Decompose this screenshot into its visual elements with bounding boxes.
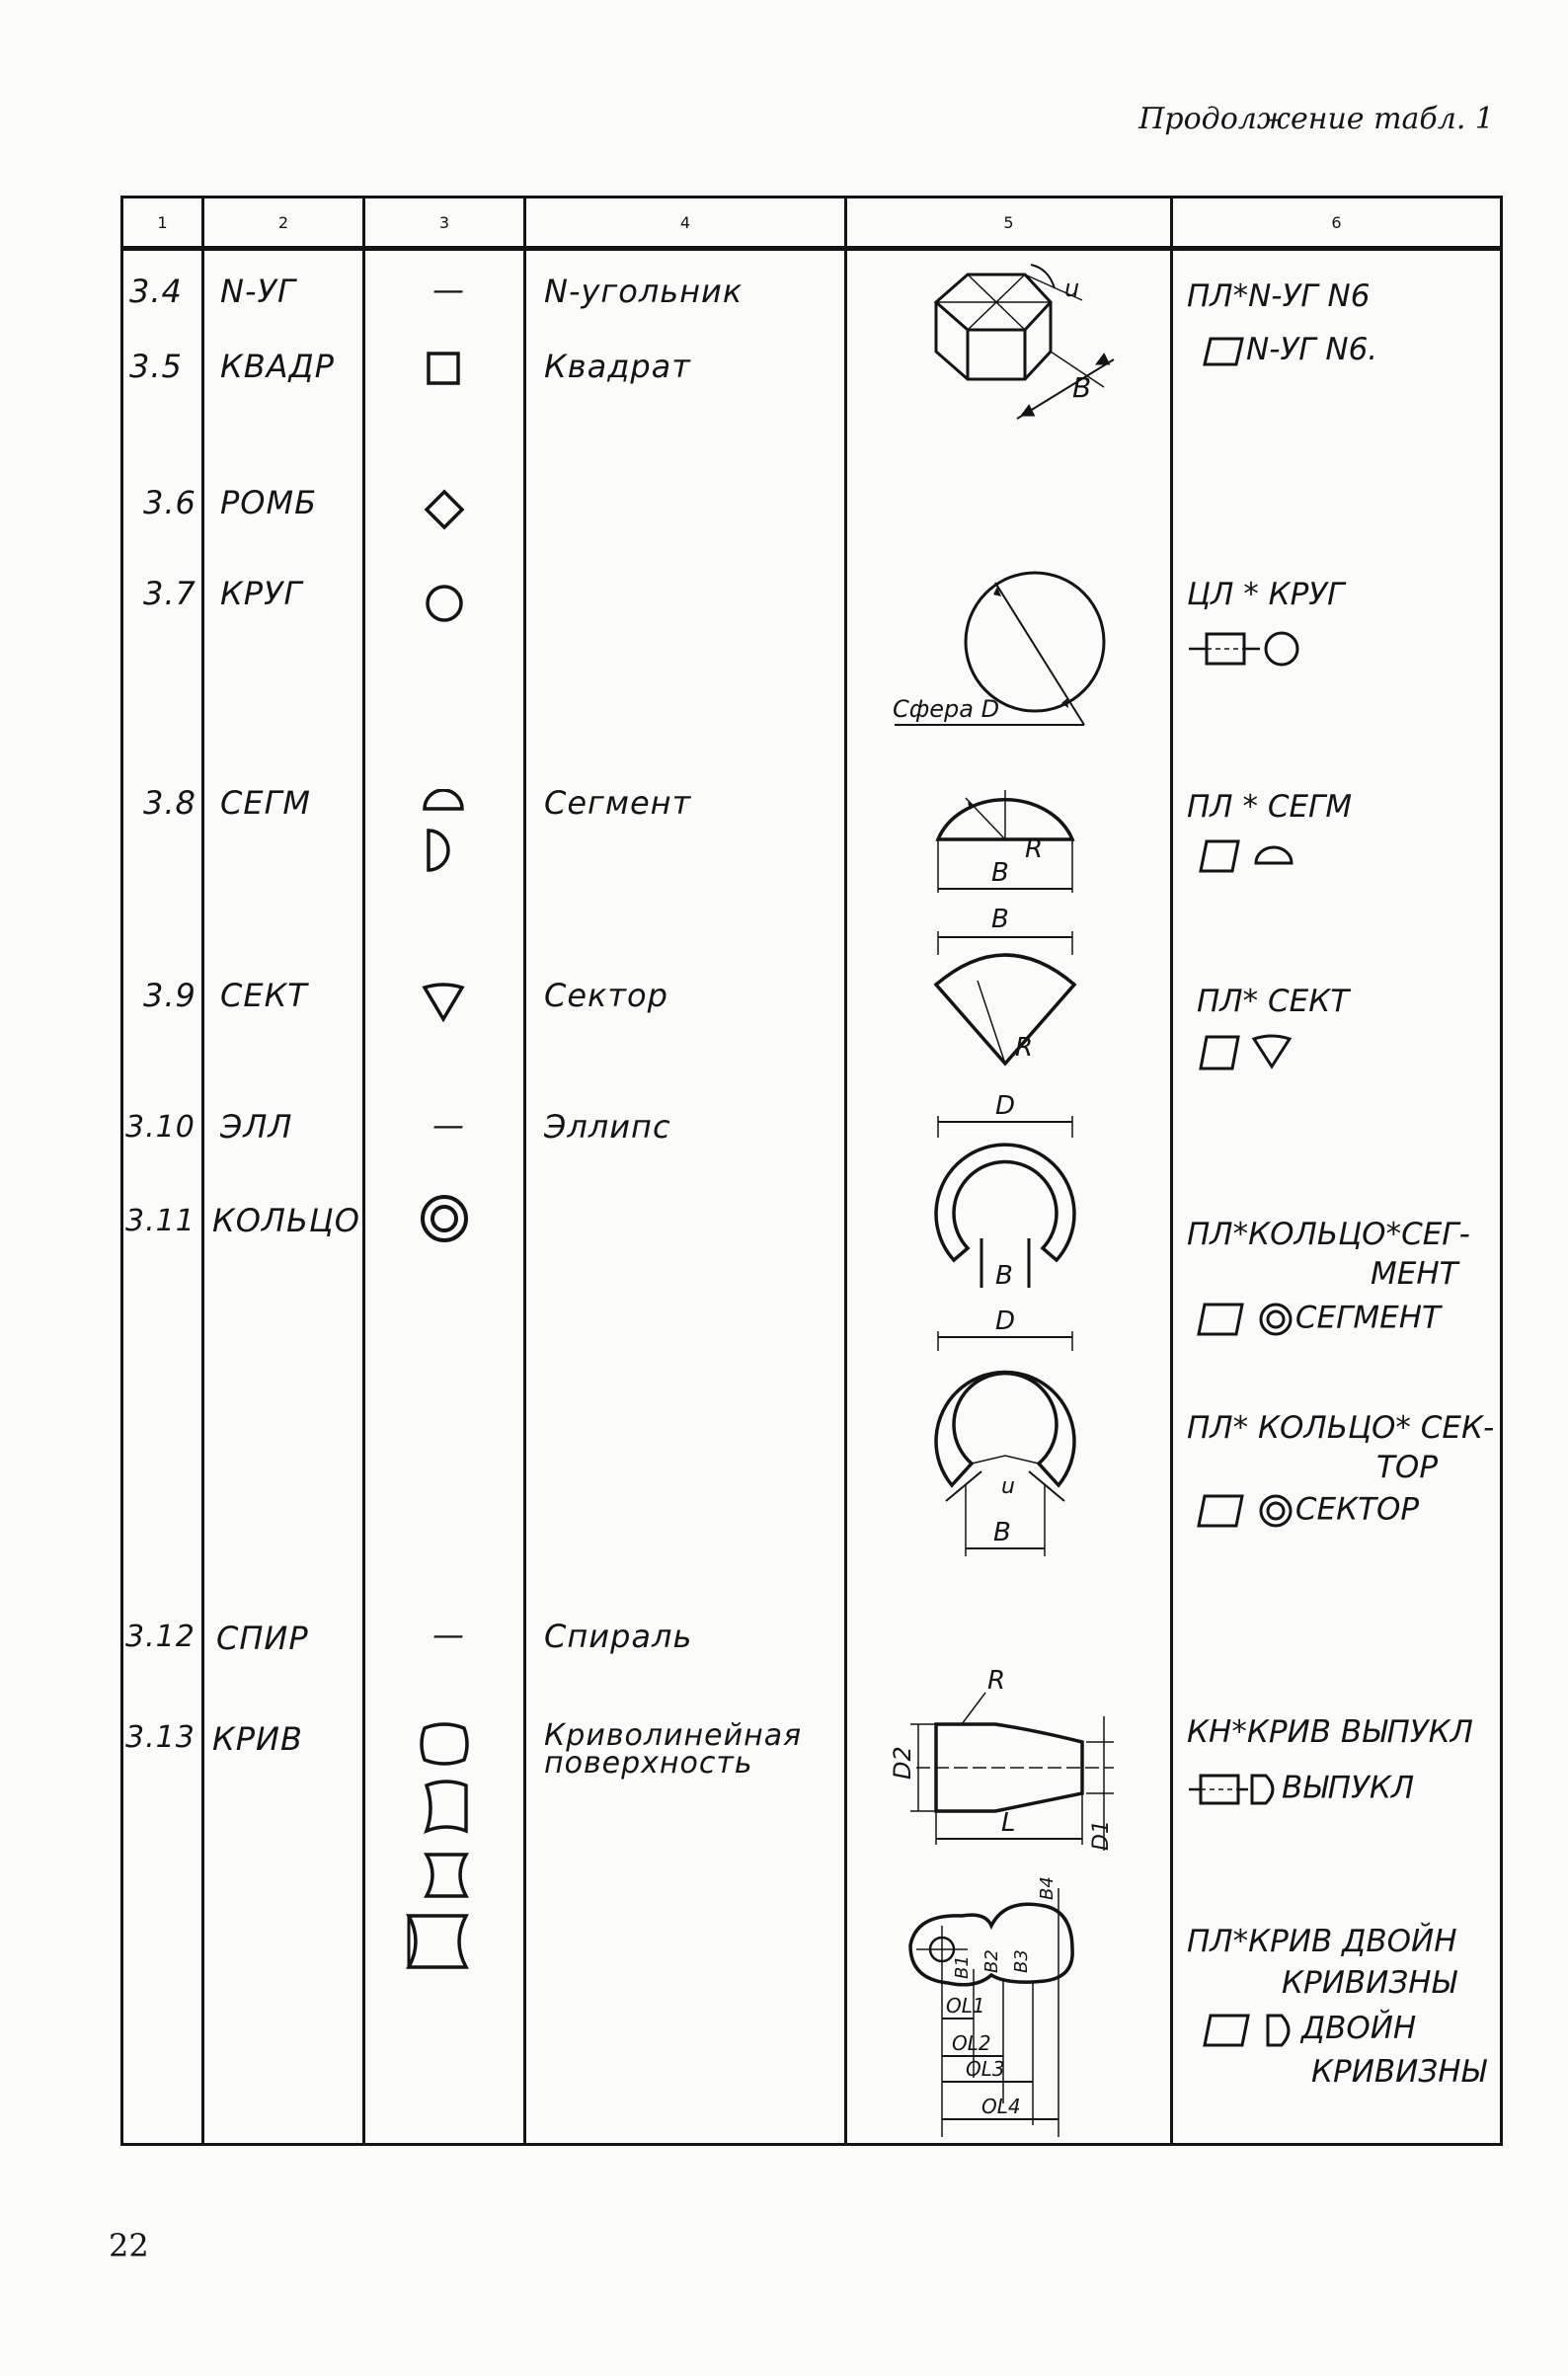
- ring-sector-d-label: D: [995, 1307, 1016, 1336]
- plane-icon: [1201, 2012, 1252, 2049]
- ring-segment-figure: [926, 1090, 1124, 1298]
- row-code: СЕГМ: [220, 784, 311, 822]
- segment-b-label: B: [991, 858, 1009, 888]
- example-text: МЕНТ: [1371, 1256, 1458, 1292]
- cylinder-circle-icon: [1187, 624, 1315, 673]
- rhombus-symbol: [423, 488, 466, 531]
- row-code: ЭЛЛ: [220, 1108, 293, 1146]
- row-num: 3.10: [125, 1110, 196, 1145]
- example-text: КРИВИЗНЫ: [1311, 2054, 1486, 2090]
- example-text: КРИВИЗНЫ: [1282, 1965, 1456, 2001]
- example-line: [1195, 1300, 1441, 1339]
- row-num: 3.13: [125, 1720, 196, 1755]
- segment-figure: [926, 784, 1124, 912]
- example-text: ПЛ * СЕГМ: [1187, 789, 1353, 825]
- example-line: [1195, 1491, 1419, 1531]
- col-header-6: 6: [1172, 198, 1502, 249]
- col-header-2: 2: [203, 198, 364, 249]
- row-code: N-УГ: [220, 273, 296, 310]
- row-name: N-угольник: [544, 273, 744, 310]
- dbl-ol4-label: OL4: [981, 2095, 1021, 2118]
- row-num: 3.4: [129, 273, 183, 310]
- ring-sector-b-label: B: [993, 1518, 1011, 1547]
- row-code: КРУГ: [220, 575, 303, 612]
- row-name: Спираль: [544, 1618, 693, 1655]
- ring-sector-figure: [926, 1307, 1124, 1564]
- example-text: ПЛ* СЕКТ: [1197, 984, 1350, 1019]
- segment-symbol: [419, 789, 468, 878]
- page-number: 22: [109, 2227, 149, 2264]
- example-line: [1201, 332, 1377, 368]
- dbl-b2-label: B2: [981, 1949, 1002, 1973]
- row-code: РОМБ: [220, 484, 318, 521]
- hex-u-label: u: [1064, 275, 1080, 302]
- dbl-ol3-label: OL3: [966, 2057, 1005, 2081]
- example-text: ПЛ*КРИВ ДВОЙН: [1187, 1924, 1457, 1959]
- row-name: Эллипс: [544, 1108, 671, 1146]
- sector-r-label: R: [1015, 1033, 1034, 1063]
- column-symbols: [364, 249, 525, 2145]
- col-header-4: 4: [525, 198, 846, 249]
- segment-r-label: R: [1025, 834, 1044, 864]
- example-text: N-УГ N6.: [1246, 332, 1378, 367]
- example-text: ПЛ* КОЛЬЦО* СЕК-: [1187, 1410, 1495, 1446]
- example-text: ПЛ*КОЛЬЦО*СЕГ-: [1187, 1217, 1470, 1252]
- ring-symbol: [417, 1191, 472, 1246]
- col-header-3: 3: [364, 198, 525, 249]
- dbl-b1-label: B1: [952, 1955, 973, 1979]
- sector-figure: [926, 908, 1124, 1075]
- row-code: СЕКТ: [220, 977, 308, 1014]
- cone-convex-icon: [1187, 1770, 1282, 1809]
- row-num: 3.8: [143, 784, 196, 822]
- dbl-ol2-label: OL2: [952, 2031, 991, 2055]
- row-name: Криволинейная поверхность: [544, 1718, 803, 1781]
- ring-icon: [1256, 1491, 1295, 1531]
- column-names: [525, 249, 846, 2145]
- row-num: 3.6: [143, 484, 196, 521]
- plane-icon: [1195, 1492, 1246, 1530]
- example-line: [1201, 2011, 1416, 2049]
- column-examples: [1172, 249, 1502, 2145]
- row-num: 3.12: [125, 1620, 196, 1654]
- example-text: ТОР: [1376, 1450, 1439, 1485]
- dash-symbol: —: [432, 1106, 465, 1144]
- row-num: 3.9: [143, 977, 196, 1014]
- curve-d1-label: D1: [1089, 1820, 1114, 1851]
- example-text: СЕКТОР: [1294, 1491, 1420, 1528]
- row-num: 3.11: [125, 1204, 196, 1238]
- row-code: КОЛЬЦО: [212, 1202, 360, 1239]
- dbl-b4-label: B4: [1037, 1876, 1058, 1900]
- curve-d2-label: D2: [889, 1746, 916, 1780]
- example-text: ДВОЙН: [1300, 2011, 1417, 2046]
- curved-surface-symbols: [405, 1722, 484, 1979]
- plane-sector-icon: [1197, 1031, 1335, 1074]
- hex-b-label: B: [1072, 371, 1092, 404]
- column-figures: [846, 249, 1172, 2145]
- dash-symbol: —: [432, 1616, 465, 1653]
- row-code: СПИР: [216, 1620, 309, 1657]
- column-numbers: [122, 249, 203, 2145]
- sphere-figure: [887, 567, 1124, 764]
- sector-b-label: B: [991, 908, 1009, 934]
- dbl-ol1-label: OL1: [946, 1994, 985, 2018]
- example-text: КН*КРИВ ВЫПУКЛ: [1187, 1714, 1473, 1750]
- sector-symbol: [421, 982, 466, 1023]
- dash-symbol: —: [432, 271, 465, 308]
- example-text: ЦЛ * КРУГ: [1187, 577, 1345, 612]
- col-header-5: 5: [846, 198, 1172, 249]
- example-text: ВЫПУКЛ: [1282, 1770, 1415, 1806]
- table-header-row: [122, 198, 1502, 249]
- row-name: Квадрат: [544, 348, 691, 385]
- example-text: СЕГМЕНТ: [1294, 1300, 1441, 1336]
- row-name: Сегмент: [544, 784, 692, 822]
- row-code: КВАДР: [220, 348, 335, 385]
- hexagon-prism-figure: [906, 261, 1143, 458]
- row-num: 3.5: [129, 348, 183, 385]
- row-code: КРИВ: [212, 1720, 303, 1758]
- ring-d-label: D: [995, 1091, 1016, 1121]
- ring-b-label: B: [995, 1261, 1013, 1291]
- plane-icon: [1201, 335, 1246, 368]
- circle-symbol: [423, 582, 466, 625]
- plane-icon: [1195, 1301, 1246, 1338]
- row-num: 3.7: [143, 575, 196, 612]
- sphere-label: Сфера D: [893, 695, 1000, 723]
- convex-curve-figure: [877, 1663, 1143, 1861]
- col-header-1: 1: [122, 198, 203, 249]
- ring-icon: [1256, 1300, 1295, 1339]
- square-symbol: [425, 350, 464, 389]
- curve-r-label: R: [987, 1666, 1006, 1696]
- dbl-b3-label: B3: [1011, 1949, 1032, 1973]
- curved-icon: [1262, 2012, 1301, 2049]
- curve-l-label: L: [1001, 1808, 1016, 1838]
- ring-sector-u-label: u: [1001, 1474, 1015, 1499]
- symbols-table: [120, 196, 1503, 2146]
- column-codes: [203, 249, 364, 2145]
- example-text: ПЛ*N-УГ N6: [1187, 278, 1371, 314]
- plane-segment-icon: [1197, 837, 1335, 877]
- example-line: [1187, 1770, 1414, 1809]
- page-header: Продолжение табл. 1: [1138, 102, 1494, 136]
- row-name: Сектор: [544, 977, 668, 1014]
- double-curvature-figure: [897, 1870, 1153, 2157]
